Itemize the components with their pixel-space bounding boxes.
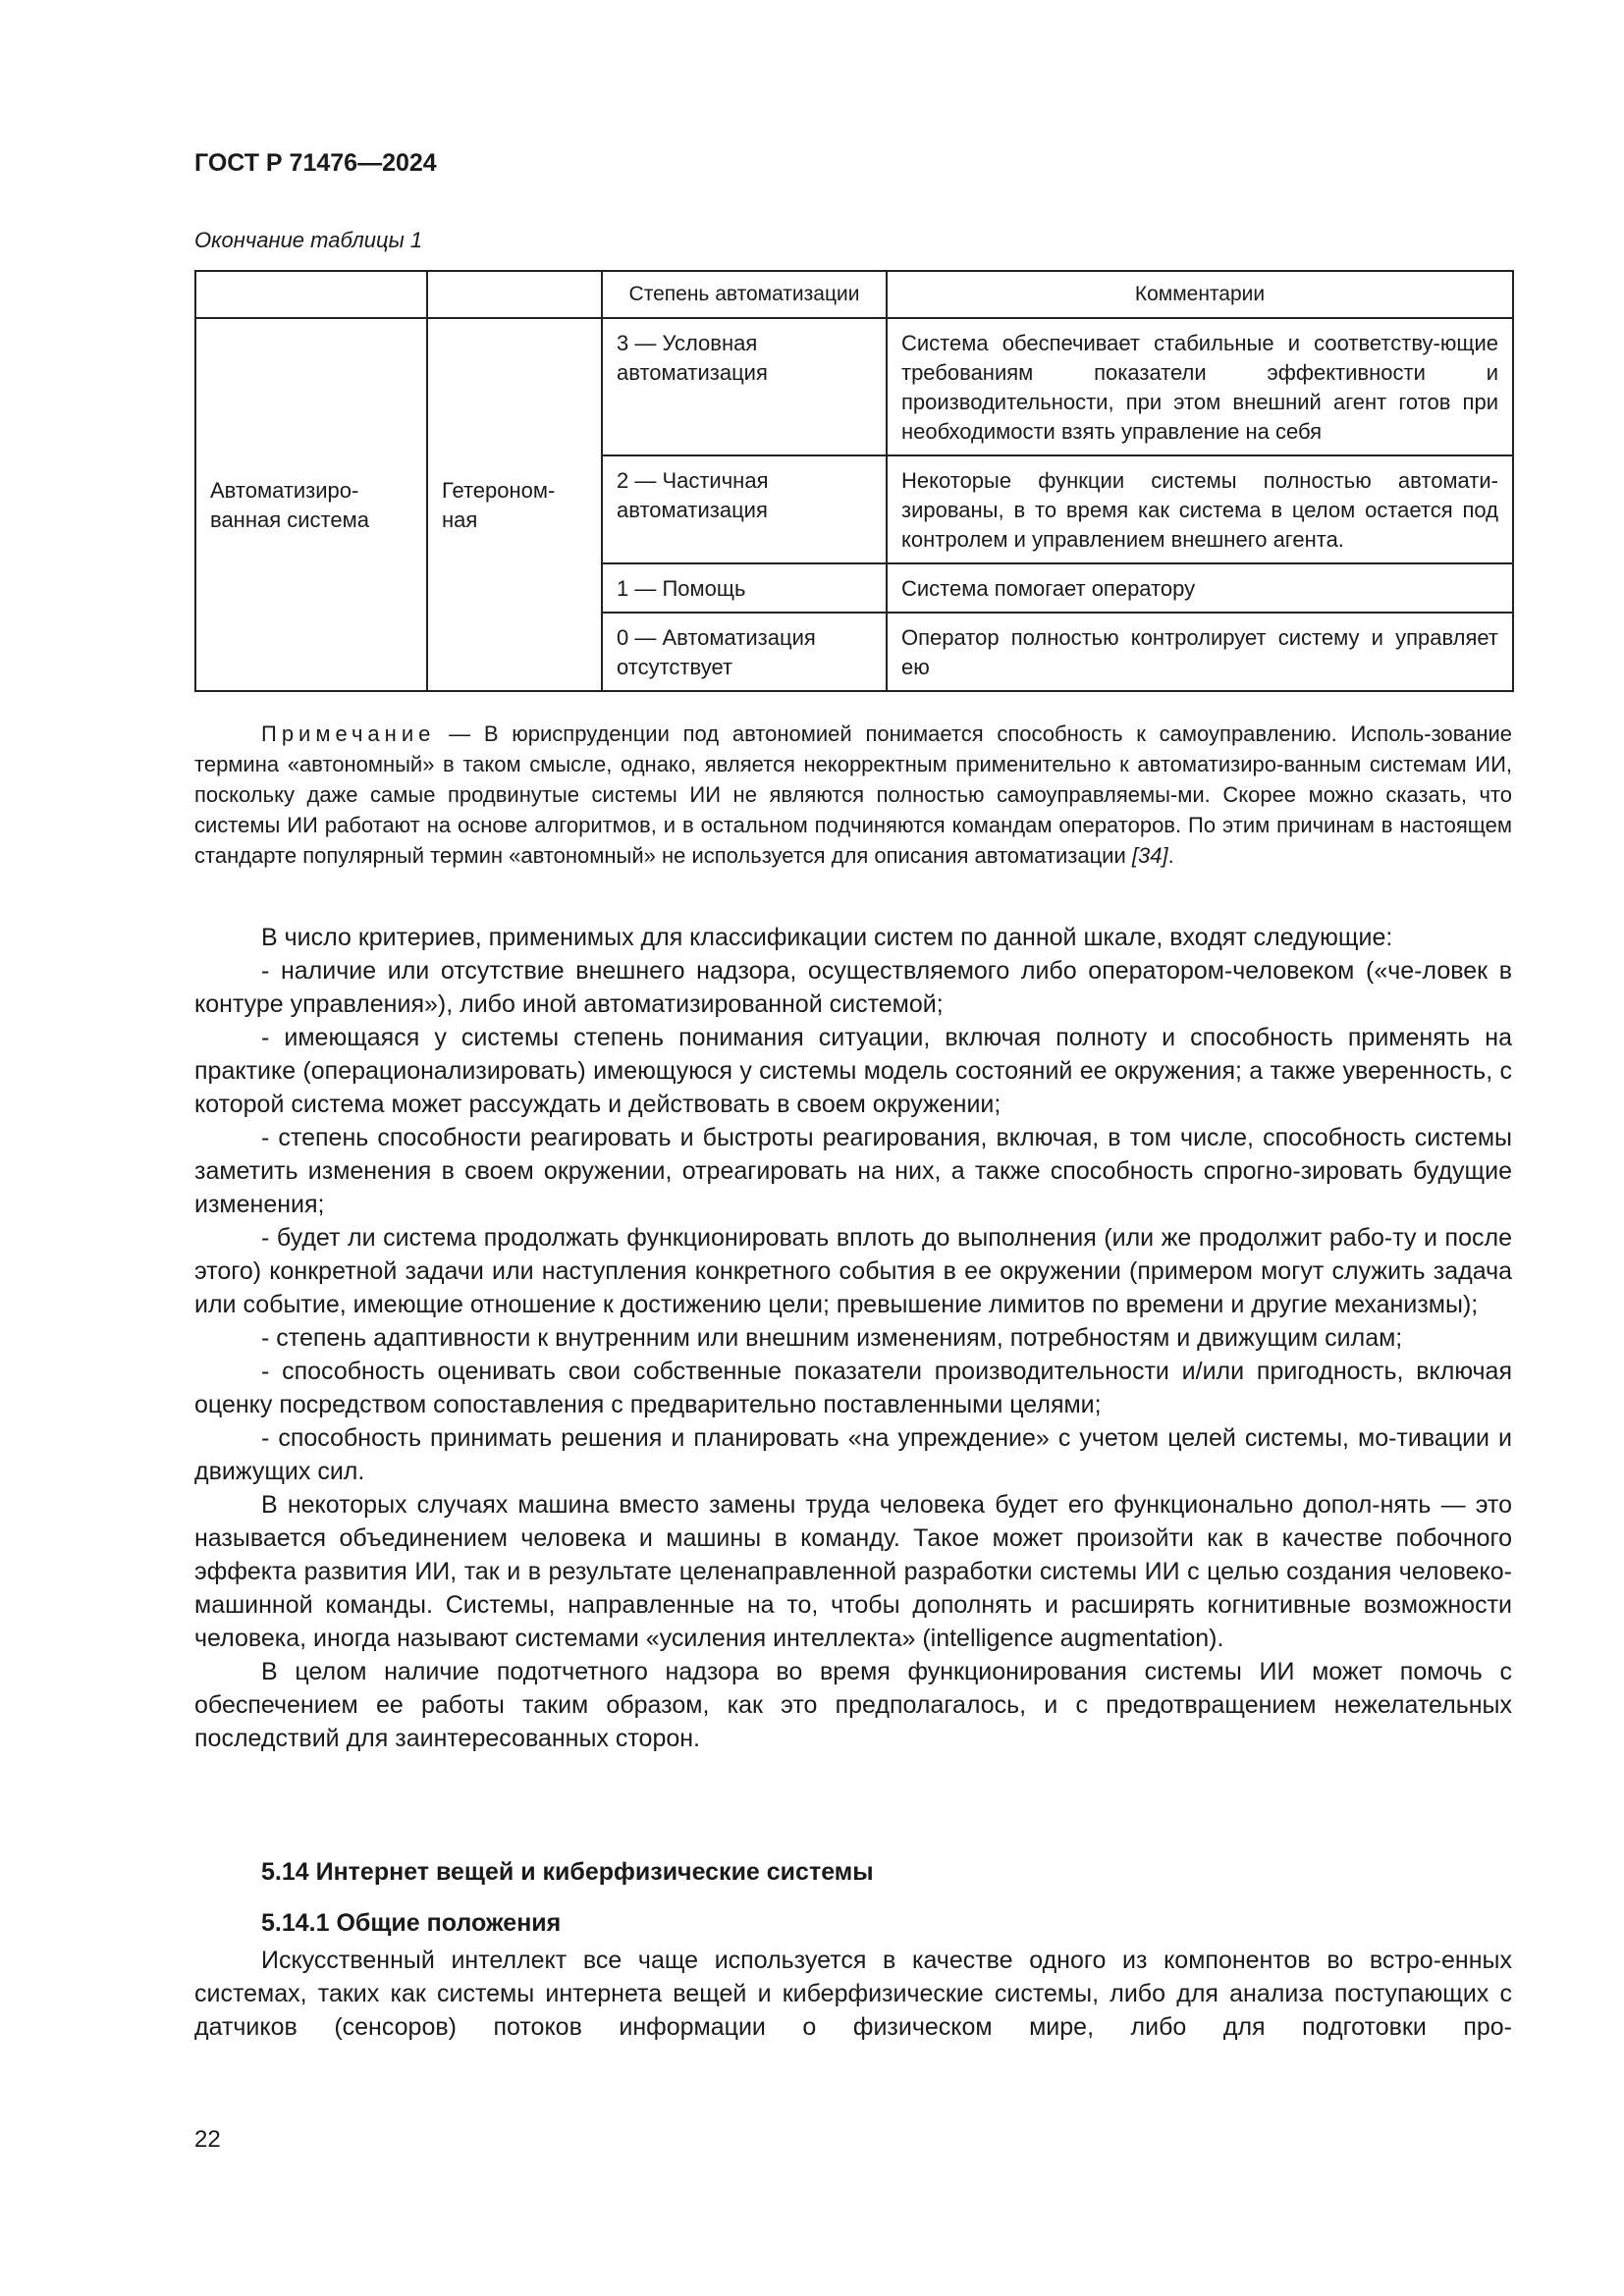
section-5-14-1-text	[194, 1944, 1512, 2044]
note-paragraph	[194, 719, 1512, 871]
level-cell: 2 — Частичная автоматизация	[602, 455, 887, 563]
list-item: - степень способности реагировать и быстроты реагирования, включая, в том числе, способность системы заметить изменения в своем окружении, отреагировать на них, а также способность спрогно-зировать будущие изменения;	[194, 1124, 1512, 1218]
table-row	[195, 318, 1513, 455]
level-cell: 1 — Помощь	[602, 563, 887, 613]
level-cell: 3 — Условная автоматизация	[602, 318, 887, 455]
table-header-cell	[195, 271, 427, 318]
table-header-cell: Комментарии	[887, 271, 1513, 318]
paragraph: Искусственный интеллект все чаще используется в качестве одного из компонентов во встро-енных системах, таких как системы интернета вещей и киберфизические системы, либо для анализа поступающих с датчиков (сенсоров) потоков информации о физическом мире, либо для подготовки про-	[194, 1947, 1512, 2041]
list-item: - способность оценивать свои собственные показатели производительности и/или пригодность, включая оценку посредством сопоставления с предварительно поставленными целями;	[194, 1358, 1512, 1418]
list-item: - наличие или отсутствие внешнего надзора, осуществляемого либо оператором-человеком («че-ловек в контуре управления»), либо иной автоматизированной системой;	[194, 957, 1512, 1018]
paragraph: В число критериев, применимых для классификации систем по данной шкале, входят следующие:	[261, 924, 1393, 951]
note-label: Примечание	[261, 721, 436, 746]
paragraph: В некоторых случаях машина вместо замены труда человека будет его функционально допол-нять — это называется объединением человека и машины в команду. Такое может произойти как в качестве побочного эффекта развития ИИ, так и в результате целенаправленной разработки системы ИИ с целью создания человеко-машинной команды. Системы, направленные на то, чтобы дополнять и расширять когнитивные возможности человека, иногда называют системами «усиления интеллекта» (intelligence augmentation).	[194, 1491, 1512, 1652]
comment-cell: Некоторые функции системы полностью автомати-зированы, в то время как система в целом остается под контролем и управлением внешнего агента.	[887, 455, 1513, 563]
page-number: 22	[194, 2126, 221, 2153]
list-item: - степень адаптивности к внутренним или внешним изменениям, потребностям и движущим силам;	[261, 1324, 1403, 1352]
note-text: — В юриспруденции под автономией понимается способность к самоуправлению. Исполь-зование термина «автономный» в таком смысле, однако, является некорректным применительно к автоматизиро-ванным системам ИИ, поскольку даже самые продвинутые системы ИИ не являются полностью самоуправляемы-ми. Скорее можно сказать, что системы ИИ работают на основе алгоритмов, и в остальном подчиняются командам операторов. По этим причинам в настоящем стандарте популярный термин «автономный» не используется для описания автоматизации	[194, 721, 1512, 868]
table-header-row	[195, 271, 1513, 318]
automation-table	[194, 270, 1514, 692]
table-caption: Окончание таблицы 1	[194, 228, 423, 252]
document-header: ГОСТ Р 71476—2024	[194, 149, 437, 177]
system-type-cell: Автоматизиро-ванная система	[195, 318, 427, 691]
table-header-cell: Степень автоматизации	[602, 271, 887, 318]
list-item: - будет ли система продолжать функционировать вплоть до выполнения (или же продолжит рабо-ту и после этого) конкретной задачи или наступления конкретного события в ее окружении (примером могут служить задача или событие, имеющие отношение к достижению цели; превышение лимитов по времени и другие механизмы);	[194, 1224, 1512, 1318]
main-text	[194, 921, 1512, 1755]
autonomy-cell: Гетероном-ная	[427, 318, 602, 691]
section-heading-5-14: 5.14 Интернет вещей и киберфизические системы	[261, 1858, 874, 1886]
list-item: - способность принимать решения и планировать «на упреждение» с учетом целей системы, мо-тивации и движущих сил.	[194, 1424, 1512, 1485]
paragraph: В целом наличие подотчетного надзора во время функционирования системы ИИ может помочь с обеспечением ее работы таким образом, как это предполагалось, и с предотвращением нежелательных последствий для заинтересованных сторон.	[194, 1658, 1512, 1752]
note-block	[194, 719, 1512, 871]
note-reference: [34]	[1131, 843, 1168, 868]
note-end: .	[1167, 843, 1174, 868]
comment-cell: Система обеспечивает стабильные и соответству-ющие требованиям показатели эффективности и производительности, при этом внешний агент готов при необходимости взять управление на себя	[887, 318, 1513, 455]
list-item: - имеющаяся у системы степень понимания ситуации, включая полноту и способность применять на практике (операционализировать) имеющуюся у системы модель состояний ее окружения; а также уверенность, с которой система может рассуждать и действовать в своем окружении;	[194, 1024, 1512, 1118]
level-cell: 0 — Автоматизация отсутствует	[602, 613, 887, 691]
comment-cell: Система помогает оператору	[887, 563, 1513, 613]
section-heading-5-14-1: 5.14.1 Общие положения	[261, 1909, 562, 1937]
table-header-cell	[427, 271, 602, 318]
comment-cell: Оператор полностью контролирует систему и управляет ею	[887, 613, 1513, 691]
